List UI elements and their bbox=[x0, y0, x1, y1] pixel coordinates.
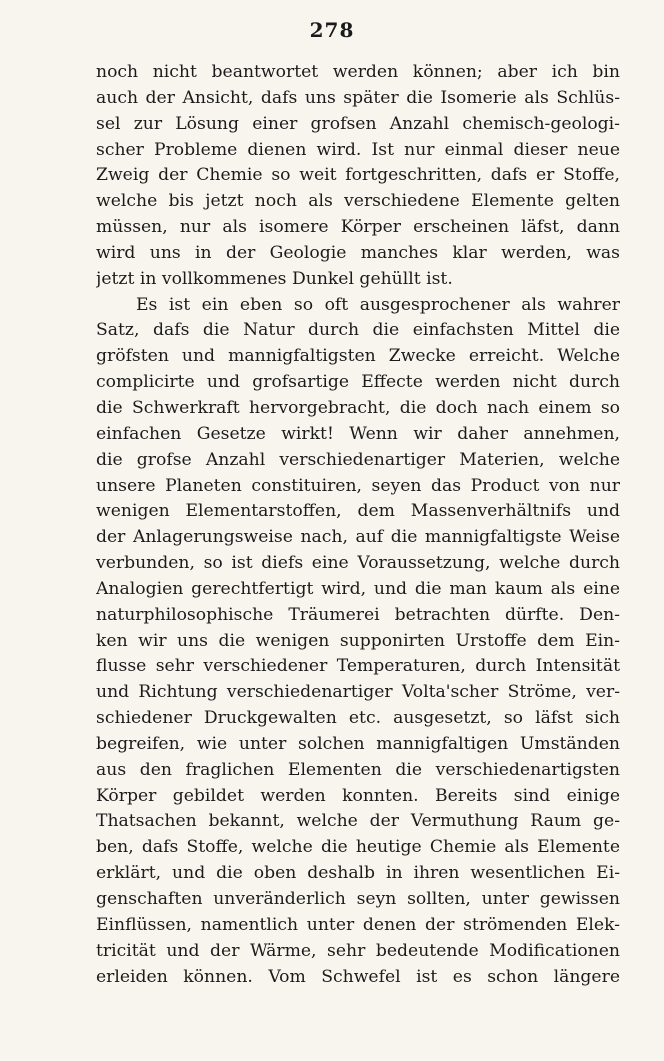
text-line: auch der Ansicht, dafs uns später die Isomerie als Schlüs- bbox=[96, 87, 620, 108]
body-text bbox=[96, 60, 620, 990]
page-number: 278 bbox=[309, 18, 355, 42]
text-line: welche bis jetzt noch als verschiedene Elemente gelten bbox=[96, 191, 620, 212]
text-line: genschaften unveränderlich seyn sollten, unter gewissen bbox=[96, 889, 620, 909]
text-line: Thatsachen bekannt, welche der Vermuthung Raum ge- bbox=[96, 811, 620, 832]
text-line: aus den fraglichen Elementen die verschiedenartigsten bbox=[96, 759, 620, 780]
text-line: scher Probleme dienen wird. Ist nur einmal dieser neue bbox=[96, 139, 620, 160]
text-line: Einflüssen, namentlich unter denen der strömenden Elek- bbox=[96, 914, 620, 935]
text-line: jetzt in vollkommenes Dunkel gehüllt ist. bbox=[96, 268, 453, 289]
text-line: erklärt, und die oben deshalb in ihren wesentlichen Ei- bbox=[96, 863, 620, 884]
text-line: die Schwerkraft hervorgebracht, die doch nach einem so bbox=[96, 397, 620, 418]
text-line: Satz, dafs die Natur durch die einfachsten Mittel die bbox=[96, 320, 620, 341]
text-line: sel zur Lösung einer grofsen Anzahl chemisch-geologi- bbox=[96, 113, 620, 134]
text-line: die grofse Anzahl verschiedenartiger Materien, welche bbox=[96, 449, 620, 470]
text-line: Zweig der Chemie so weit fortgeschritten, dafs er Stoffe, bbox=[96, 165, 620, 186]
text-line: Es ist ein eben so oft ausgesprochener als wahrer bbox=[136, 294, 620, 315]
text-line: tricität und der Wärme, sehr bedeutende Modificationen bbox=[96, 940, 620, 961]
text-line: wird uns in der Geologie manches klar werden, was bbox=[96, 242, 620, 263]
text-line: ken wir uns die wenigen supponirten Urstoffe dem Ein- bbox=[96, 630, 620, 651]
text-line: gröfsten und mannigfaltigsten Zwecke erreicht. Welche bbox=[96, 346, 620, 367]
text-line: der Anlagerungsweise nach, auf die mannigfaltigste Weise bbox=[96, 527, 620, 548]
text-line: wenigen Elementarstoffen, dem Massenverhältnifs und bbox=[96, 501, 620, 522]
text-line: verbunden, so ist diefs eine Voraussetzung, welche durch bbox=[96, 553, 620, 574]
text-line: und Richtung verschiedenartiger Volta'scher Ströme, ver- bbox=[96, 682, 620, 703]
text-line: schiedener Druckgewalten etc. ausgesetzt, so läfst sich bbox=[96, 708, 620, 729]
text-line: Analogien gerechtfertigt wird, und die man kaum als eine bbox=[96, 578, 620, 599]
text-line: complicirte und grofsartige Effecte werden nicht durch bbox=[96, 372, 620, 393]
text-line: naturphilosophische Träumerei betrachten dürfte. Den- bbox=[96, 604, 620, 625]
text-line: erleiden können. Vom Schwefel ist es schon längere bbox=[96, 966, 620, 987]
text-line: flusse sehr verschiedener Temperaturen, durch Intensität bbox=[96, 656, 620, 677]
text-line: einfachen Gesetze wirkt! Wenn wir daher annehmen, bbox=[96, 423, 620, 444]
text-line: noch nicht beantwortet werden können; aber ich bin bbox=[96, 62, 620, 82]
text-line: Körper gebildet werden konnten. Bereits sind einige bbox=[96, 785, 620, 806]
text-line: ben, dafs Stoffe, welche die heutige Chemie als Elemente bbox=[96, 837, 620, 858]
text-line: unsere Planeten constituiren, seyen das Product von nur bbox=[96, 475, 620, 496]
text-line: müssen, nur als isomere Körper erscheinen läfst, dann bbox=[96, 217, 620, 238]
text-line: begreifen, wie unter solchen mannigfaltigen Umständen bbox=[96, 733, 620, 754]
